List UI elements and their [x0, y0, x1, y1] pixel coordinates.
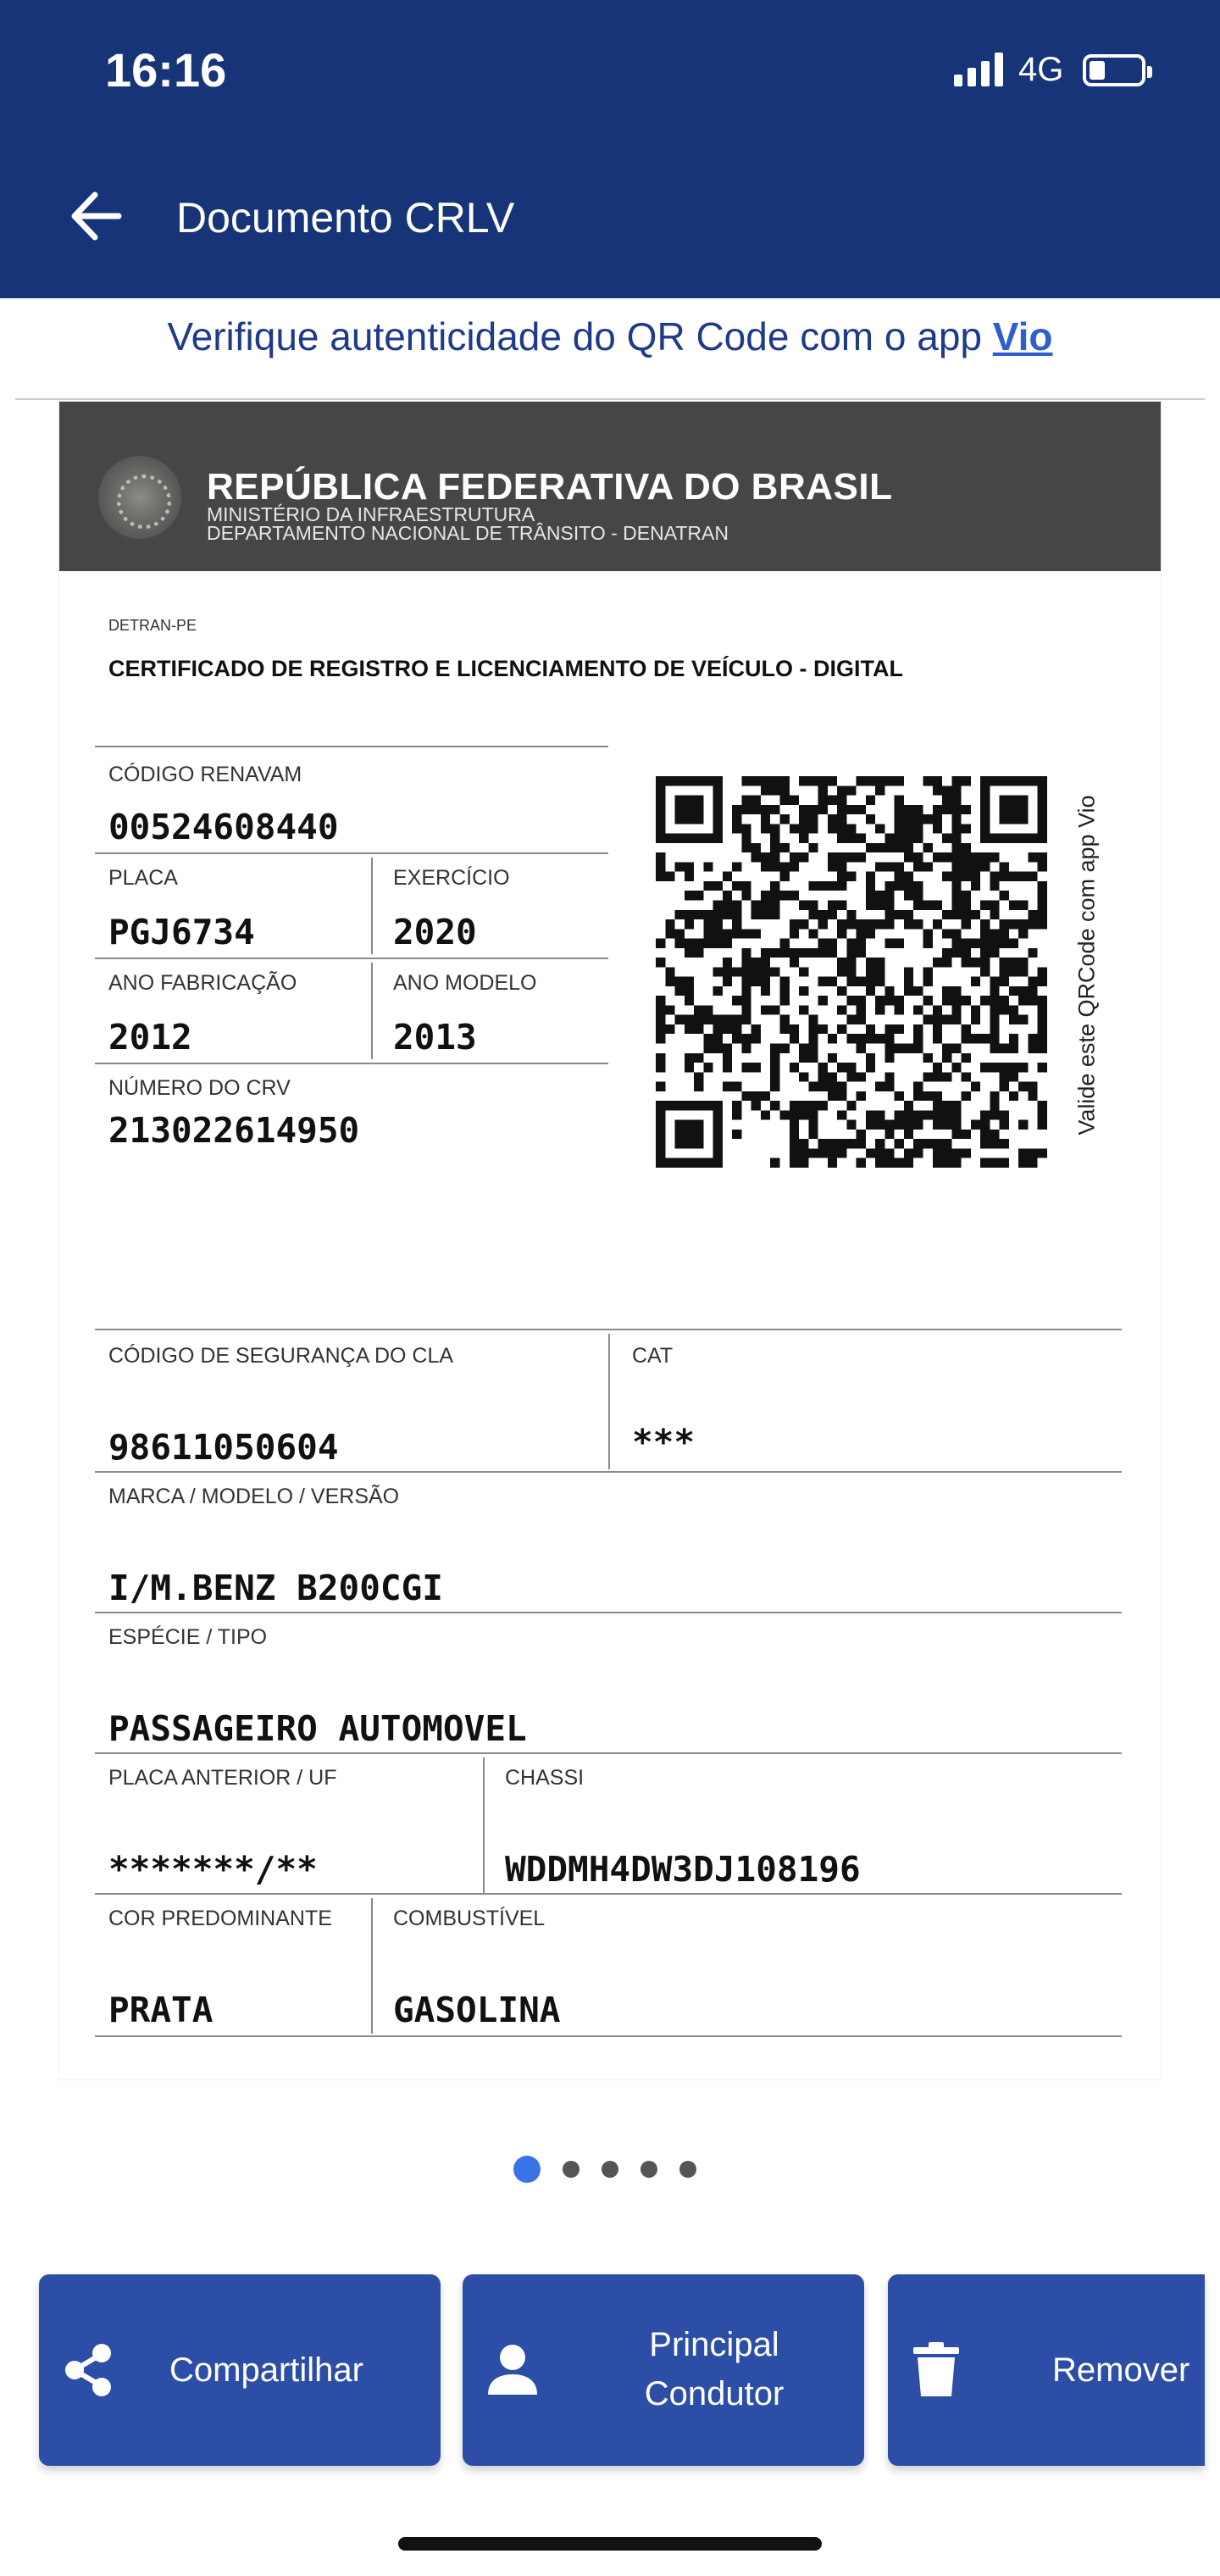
condutor-label: Condutor [644, 2375, 785, 2412]
especie-tipo-label: ESPÉCIE / TIPO [108, 1625, 268, 1649]
renavam-label: CÓDIGO RENAVAM [108, 763, 302, 786]
ministry-text [207, 505, 729, 542]
share-label: Compartilhar [169, 2351, 363, 2389]
numero-crv-label: NÚMERO DO CRV [108, 1076, 291, 1100]
remove-button[interactable] [888, 2274, 1205, 2466]
back-arrow-icon[interactable] [66, 186, 125, 246]
exercicio-label: EXERCÍCIO [393, 866, 510, 890]
divider [371, 963, 373, 1059]
issuer-label: DETRAN-PE [108, 617, 197, 634]
divider [95, 1893, 1122, 1895]
qr-caption [1070, 758, 1104, 1173]
divider [95, 1612, 1122, 1613]
principal-condutor-label [608, 2320, 820, 2418]
ano-fabricacao-value: 2012 [108, 1017, 192, 1058]
divider [371, 1898, 373, 2034]
divider [95, 2035, 1122, 2037]
person-icon [483, 2340, 542, 2400]
verify-banner [0, 314, 1220, 359]
marca-modelo-value: I/M.BENZ B200CGI [108, 1568, 443, 1608]
page-dot[interactable] [640, 2161, 657, 2178]
status-bar [0, 0, 1220, 144]
divider [95, 746, 608, 747]
page-dot[interactable] [602, 2161, 618, 2178]
qr-caption-text: Valide este QRCode com app Vio [1073, 795, 1100, 1135]
chassi-value: WDDMH4DW3DJ108196 [505, 1849, 861, 1890]
ano-fabricacao-label: ANO FABRICAÇÃO [108, 971, 297, 995]
divider [15, 398, 1205, 400]
certificate-title: CERTIFICADO DE REGISTRO E LICENCIAMENTO DE VEÍCULO - DIGITAL [108, 656, 904, 681]
home-indicator [398, 2537, 822, 2551]
coat-of-arms-icon [98, 456, 181, 539]
divider [95, 1471, 1122, 1473]
battery-icon [1083, 54, 1145, 86]
divider [95, 1063, 608, 1064]
ano-modelo-label: ANO MODELO [393, 971, 537, 995]
share-icon [59, 2340, 119, 2400]
renavam-value: 00524608440 [108, 807, 339, 847]
republic-title: REPÚBLICA FEDERATIVA DO BRASIL [207, 466, 893, 508]
network-label: 4G [1018, 51, 1064, 88]
principal-condutor-button[interactable] [463, 2274, 864, 2466]
signal-icon [954, 53, 1003, 86]
divider [95, 958, 608, 959]
app-header [0, 0, 1220, 298]
qr-code [656, 776, 1047, 1168]
especie-tipo-value: PASSAGEIRO AUTOMOVEL [108, 1708, 527, 1749]
page-title: Documento CRLV [176, 194, 515, 242]
principal-label: Principal [649, 2326, 779, 2363]
codigo-seguranca-value: 98611050604 [108, 1427, 339, 1468]
ministry-name: MINISTÉRIO DA INFRAESTRUTURA [207, 503, 535, 525]
marca-modelo-label: MARCA / MODELO / VERSÃO [108, 1485, 400, 1508]
placa-anterior-value: *******/** [108, 1849, 318, 1890]
crlv-document [59, 402, 1161, 2079]
share-button[interactable] [39, 2274, 441, 2466]
ano-modelo-value: 2013 [393, 1017, 477, 1058]
divider [608, 1334, 610, 1469]
placa-value: PGJ6734 [108, 912, 255, 952]
verify-text: Verifique autenticidade do QR Code com o app [167, 314, 993, 358]
exercicio-value: 2020 [393, 912, 477, 952]
department-name: DEPARTAMENTO NACIONAL DE TRÂNSITO - DENATRAN [207, 522, 729, 544]
numero-crv-value: 213022614950 [108, 1110, 360, 1151]
status-time: 16:16 [105, 43, 227, 97]
chassi-label: CHASSI [505, 1766, 585, 1790]
cat-label: CAT [632, 1344, 674, 1368]
combustivel-value: GASOLINA [393, 1990, 561, 2030]
remove-label: Remover [1052, 2351, 1190, 2389]
divider [95, 852, 608, 854]
page-dot[interactable] [679, 2161, 696, 2178]
divider [95, 1752, 1122, 1754]
trash-icon [910, 2340, 962, 2400]
divider [483, 1757, 485, 1893]
cor-value: PRATA [108, 1990, 214, 2030]
document-header [59, 402, 1161, 571]
cor-label: COR PREDOMINANTE [108, 1907, 332, 1930]
cat-value: *** [632, 1422, 696, 1463]
page-indicator[interactable] [513, 2156, 696, 2183]
placa-label: PLACA [108, 866, 178, 890]
codigo-seguranca-label: CÓDIGO DE SEGURANÇA DO CLA [108, 1344, 454, 1368]
combustivel-label: COMBUSTÍVEL [393, 1907, 546, 1930]
vio-link[interactable]: Vio [992, 314, 1053, 358]
divider [371, 858, 373, 954]
placa-anterior-label: PLACA ANTERIOR / UF [108, 1766, 337, 1790]
divider [95, 1329, 1122, 1330]
page-dot[interactable] [563, 2161, 580, 2178]
page-dot-active[interactable] [513, 2156, 541, 2183]
